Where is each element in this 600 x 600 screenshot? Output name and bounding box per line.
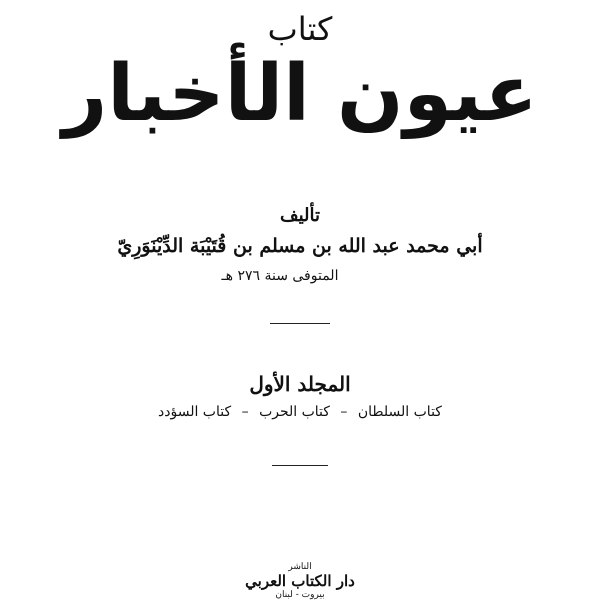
- book-title: عيون الأخبار: [62, 49, 538, 139]
- publisher-label: الناشر: [288, 562, 312, 572]
- divider-bottom: [272, 465, 328, 466]
- volume-label: المجلد الأول: [249, 372, 351, 396]
- author-name: أبي محمد عبد الله بن مسلم بن قُتَيْبَة الدِّيْنَوَرِيّ: [117, 235, 483, 257]
- publisher-city: بيروت - لبنان: [275, 590, 325, 600]
- death-year: المتوفى سنة ٢٧٦ هـ: [221, 268, 339, 284]
- contents-item: كتاب الحرب: [259, 404, 330, 420]
- contents-item: كتاب السلطان: [357, 404, 442, 420]
- contents-separator: –: [241, 404, 249, 420]
- divider-top: [270, 323, 330, 324]
- contents-line: [0, 404, 600, 420]
- book-label: كتاب: [267, 10, 333, 48]
- author-label: تأليف: [279, 205, 321, 226]
- contents-item: كتاب السؤدد: [158, 404, 232, 420]
- contents-separator: –: [340, 404, 348, 420]
- publisher-name: دار الكتاب العربي: [245, 572, 355, 590]
